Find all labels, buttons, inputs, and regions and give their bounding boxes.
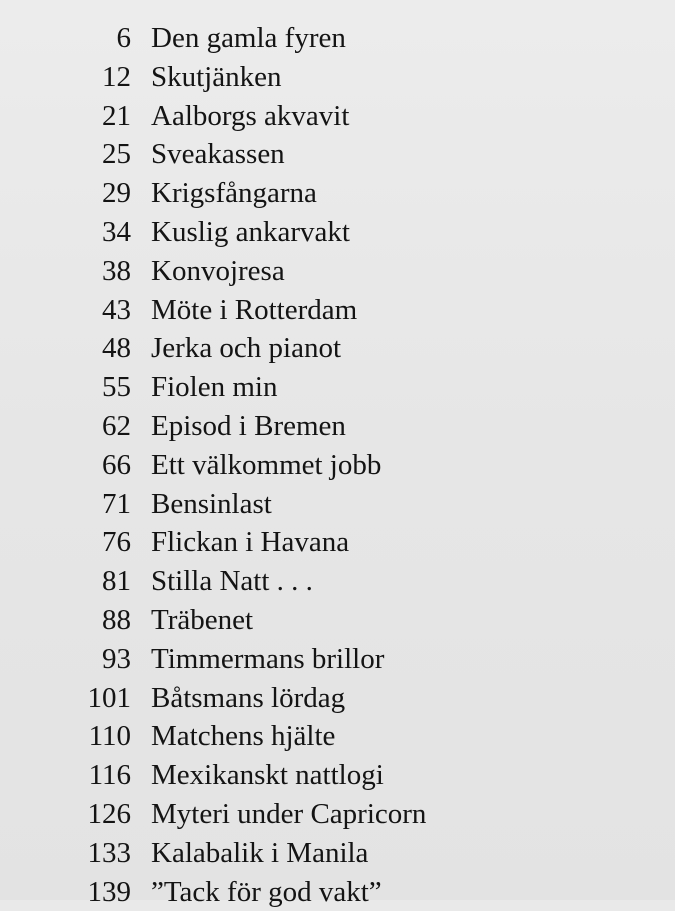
page-number: 116 (88, 759, 131, 792)
page-number: 76 (102, 526, 131, 559)
toc-entry (0, 562, 675, 601)
toc-entry (0, 756, 675, 795)
toc-entry (0, 640, 675, 679)
entry-title: Timmermans brillor (151, 642, 385, 675)
toc-entry (0, 407, 675, 446)
toc-entry (0, 174, 675, 213)
page-number: 62 (102, 409, 131, 442)
toc-entry (0, 679, 675, 718)
toc-entry (0, 97, 675, 136)
entry-title: Krigsfångarna (151, 177, 317, 210)
entry-title: Träbenet (151, 603, 254, 636)
entry-title: Sveakassen (151, 138, 285, 171)
page-number: 110 (88, 720, 131, 753)
page-number: 38 (102, 254, 131, 287)
entry-title: Ett välkommet jobb (151, 448, 382, 481)
entry-title: Myteri under Capricorn (151, 797, 427, 830)
entry-title: Episod i Bremen (151, 409, 346, 442)
entry-title: Matchens hjälte (151, 720, 336, 753)
page-number: 12 (102, 60, 131, 93)
toc-entry (0, 291, 675, 330)
page-number: 133 (87, 836, 131, 869)
page-number: 6 (116, 22, 131, 54)
entry-title: Skutjänken (151, 60, 282, 93)
toc-entry (0, 446, 675, 485)
entry-title: Aalborgs akvavit (151, 99, 350, 132)
toc-entry (0, 58, 675, 97)
page-number: 126 (87, 797, 131, 830)
toc-entry (0, 329, 675, 368)
toc-entry (0, 252, 675, 291)
page-number: 101 (87, 681, 131, 714)
entry-title: Jerka och pianot (151, 332, 342, 365)
entry-title: Stilla Natt . . . (151, 565, 313, 598)
page-number: 43 (102, 293, 131, 326)
entry-title: Konvojresa (151, 254, 285, 287)
page-number: 66 (102, 448, 131, 481)
toc-entry (0, 717, 675, 756)
page-number: 88 (102, 603, 131, 636)
toc-entry (0, 368, 675, 407)
entry-title: Möte i Rotterdam (151, 293, 358, 326)
table-of-contents (0, 19, 675, 911)
toc-entry (0, 19, 675, 58)
entry-title: Kuslig ankarvakt (151, 215, 350, 248)
toc-entry (0, 485, 675, 524)
entry-title: ”Tack för god vakt” (151, 875, 382, 908)
page-number: 25 (102, 138, 131, 171)
toc-entry (0, 135, 675, 174)
toc-entry (0, 523, 675, 562)
page-number: 71 (102, 487, 131, 520)
toc-entry (0, 873, 675, 911)
page-number: 93 (102, 642, 131, 675)
toc-entry (0, 601, 675, 640)
page-number: 29 (102, 177, 131, 210)
entry-title: Mexikanskt nattlogi (151, 759, 384, 792)
entry-title: Den gamla fyren (151, 22, 346, 54)
entry-title: Båtsmans lördag (151, 681, 346, 714)
page-number: 34 (102, 215, 131, 248)
entry-title: Bensinlast (151, 487, 272, 520)
page-number: 81 (102, 565, 131, 598)
toc-entry (0, 834, 675, 873)
entry-title: Fiolen min (151, 371, 278, 404)
page-number: 139 (87, 875, 131, 908)
page-number: 21 (102, 99, 131, 132)
page-number: 48 (102, 332, 131, 365)
entry-title: Flickan i Havana (151, 526, 350, 559)
toc-entry (0, 795, 675, 834)
page-number: 55 (102, 371, 131, 404)
toc-entry (0, 213, 675, 252)
entry-title: Kalabalik i Manila (151, 836, 369, 869)
